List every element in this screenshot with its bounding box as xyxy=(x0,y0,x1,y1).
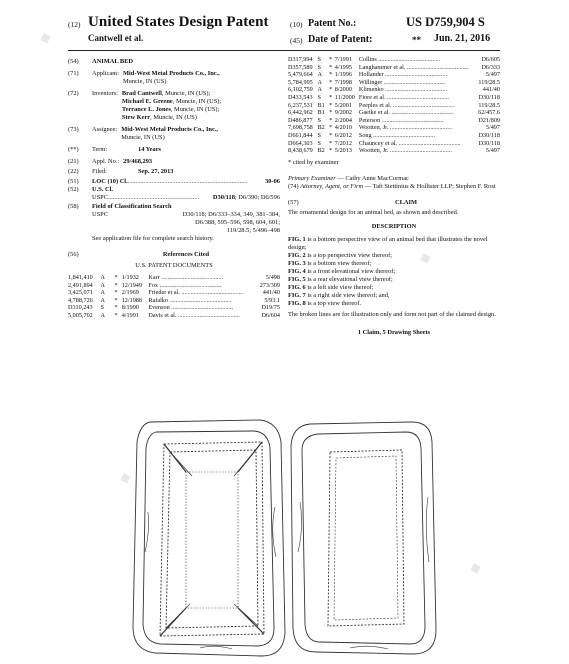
figure-number: FIG. 6 xyxy=(288,283,306,291)
field-code: (56) xyxy=(68,251,79,258)
right-column xyxy=(288,56,500,342)
uspc-label: USPC xyxy=(92,211,108,218)
figure-description xyxy=(288,260,500,268)
ref-number: 6,237,531 xyxy=(288,101,313,109)
ref-class: D30/118 xyxy=(478,131,500,139)
figure-description xyxy=(288,268,500,276)
ref-cited-star: * xyxy=(329,139,333,147)
ref-cited-star: * xyxy=(114,311,118,319)
search-line: D6/388, 595–596, 598, 604, 601; xyxy=(195,219,280,226)
ref-date: 5/2001 xyxy=(334,101,352,109)
reference-row xyxy=(288,79,500,87)
ref-class: 5/497 xyxy=(485,147,500,155)
ref-name: Hollander ........................................ xyxy=(358,71,448,79)
ref-date: 4/1995 xyxy=(334,63,352,71)
ref-date: 4/2010 xyxy=(334,124,352,132)
attorney-name: — Taft Stettinius & Hollister LLP; Stephen F. Rost xyxy=(363,182,496,190)
applicant-label: Applicant: xyxy=(92,70,119,77)
references-table-left xyxy=(68,274,280,320)
dot-leader: ......................................................... xyxy=(108,194,200,201)
uspc-label: USPC xyxy=(92,194,108,201)
header-rule xyxy=(68,50,500,51)
ref-name: Collins ........................................ xyxy=(358,56,441,63)
patent-number: US D759,904 S xyxy=(406,15,485,29)
inventor-location: , Muncie, IN (US); xyxy=(172,98,222,105)
ref-cited-star: * xyxy=(329,147,333,155)
reference-row xyxy=(288,56,500,64)
search-line: 119/28.5; 5/496–498 xyxy=(226,227,280,234)
figure-number: FIG. 8 xyxy=(288,299,306,307)
inventor-location: , Muncie, IN (US) xyxy=(150,114,197,121)
ref-kind: B2 xyxy=(317,147,325,155)
search-line: D30/118; D6/333–334, 349, 381–384, xyxy=(182,211,280,218)
watermark-icon: ◆ xyxy=(37,28,53,48)
figure-description xyxy=(288,252,500,260)
patent-drawings xyxy=(0,412,569,664)
bed-drawing-bottom xyxy=(133,420,285,656)
watermark-icon: ◆ xyxy=(117,468,133,488)
ref-date: 12/1988 xyxy=(121,296,142,304)
ref-number: 7,698,758 xyxy=(288,124,313,132)
figure-text: is a top perspective view thereof; xyxy=(305,251,393,259)
ref-date: 7/1998 xyxy=(334,78,352,86)
broken-lines-note: The broken lines are for illustration only and form not part of the claimed design. xyxy=(288,310,496,318)
claims-summary: 1 Claim, 5 Drawing Sheets xyxy=(357,328,431,336)
ref-name: Davis et al. ........................................ xyxy=(148,311,240,319)
ref-cited-star: * xyxy=(329,93,333,101)
ref-class: D21/809 xyxy=(478,116,500,124)
ref-kind: S xyxy=(100,304,104,312)
ref-name: Frieder et al. ........................................ xyxy=(148,289,244,297)
claim-heading xyxy=(288,199,500,207)
figure-description xyxy=(288,300,500,308)
field-code: (58) xyxy=(68,203,79,210)
ref-date: 11/2000 xyxy=(334,93,355,101)
ref-number: D661,844 xyxy=(288,131,313,139)
field-code: (72) xyxy=(68,90,79,97)
reference-row xyxy=(68,282,280,290)
term-stars: ** xyxy=(412,35,421,45)
ref-date: 8/2000 xyxy=(334,86,352,94)
inventor-name: Stew Kerr xyxy=(121,114,151,121)
ref-kind: A xyxy=(100,311,105,319)
inventors-short: Cantwell et al. xyxy=(88,33,144,43)
reference-row xyxy=(288,140,500,148)
ref-name: Klimenko ........................................ xyxy=(358,86,448,94)
search-classes xyxy=(68,211,280,243)
ref-cited-star: * xyxy=(329,124,333,132)
ref-date: 2/1969 xyxy=(121,289,139,297)
ref-name: Fox ........................................ xyxy=(148,281,222,289)
bed-drawing-top xyxy=(291,422,436,654)
ref-name: Chauncey et al. ........................................ xyxy=(358,139,461,147)
applicant-name: Mid-West Metal Products Co., Inc., xyxy=(122,70,220,77)
description-title: DESCRIPTION xyxy=(371,222,417,230)
ref-name: Fiore et al. ........................................ xyxy=(358,93,449,101)
ref-number: D433,543 xyxy=(288,93,313,101)
field-code: (74) xyxy=(288,182,299,190)
field-code: (52) xyxy=(68,186,79,193)
ref-cited-star: * xyxy=(329,86,333,94)
reference-row xyxy=(288,71,500,79)
appl-label: Appl. No.: xyxy=(92,158,120,165)
ref-kind: A xyxy=(317,71,322,79)
ref-name: Peeples et al. ........................................ xyxy=(358,101,455,109)
ref-number: 1,841,410 xyxy=(68,274,93,281)
filed-field xyxy=(68,168,280,176)
inventors-label: Inventors: xyxy=(92,90,118,97)
dot-leader: ........................................................................... xyxy=(127,178,248,185)
ref-kind: A xyxy=(100,296,105,304)
patent-date: Jun. 21, 2016 xyxy=(434,33,491,44)
filed-date: Sep. 27, 2013 xyxy=(138,168,174,175)
reference-row xyxy=(288,117,500,125)
ref-cited-star: * xyxy=(329,101,333,109)
ref-number: 5,479,664 xyxy=(288,71,313,79)
ref-cited-star: * xyxy=(114,281,118,289)
ref-class: D30/118 xyxy=(478,93,500,101)
reference-row xyxy=(288,64,500,72)
ref-class: 5/497 xyxy=(485,71,500,79)
ref-number: 6,442,962 xyxy=(288,109,313,117)
ref-name: Willinger ........................................ xyxy=(358,78,446,86)
ref-class: 273/309 xyxy=(259,281,280,289)
field-code: (57) xyxy=(288,198,299,206)
ref-date: 2/2004 xyxy=(334,116,352,124)
ref-name: Song ........................................ xyxy=(358,131,436,139)
figure-text: is a bottom perspective view of an animal bed that illustrates the novel design; xyxy=(288,235,488,251)
claim-text: The ornamental design for an animal bed, as shown and described. xyxy=(288,208,459,216)
ref-date: 8/1990 xyxy=(121,304,139,312)
examiner-line xyxy=(288,175,500,183)
ref-class: D6/333 xyxy=(481,63,500,71)
ref-number: 5,784,995 xyxy=(288,78,313,86)
ref-kind: A xyxy=(317,86,322,94)
uscl-secondary: ; D6/390; D6/596 xyxy=(234,194,280,201)
ref-date: 4/1991 xyxy=(121,311,139,319)
ref-kind: S xyxy=(317,93,321,101)
term-label: Term: xyxy=(92,146,108,153)
inventors-field xyxy=(68,90,280,122)
ref-name: Evenson ........................................ xyxy=(148,304,234,312)
appl-field xyxy=(68,158,280,166)
ref-cited-star: * xyxy=(329,116,333,124)
figure-description xyxy=(288,236,500,252)
reference-row xyxy=(288,102,500,110)
inventor-name: Michael E. Greene xyxy=(121,98,173,105)
reference-row xyxy=(288,109,500,117)
header-code-12: (12) xyxy=(68,20,81,29)
loc-field xyxy=(68,178,280,186)
ref-name: Wootten, Jr. ........................................ xyxy=(358,147,452,155)
reference-row xyxy=(288,94,500,102)
ref-class: 62/457.6 xyxy=(478,109,500,117)
inventor-location: , Muncie, IN (US); xyxy=(161,90,211,97)
ref-kind: S xyxy=(317,116,321,124)
references-table-right xyxy=(288,56,500,155)
attorney-line xyxy=(288,183,500,191)
loc-label: LOC (10) Cl. xyxy=(92,178,128,185)
ref-class: 5/498 xyxy=(265,274,280,281)
attorney-label: Attorney, Agent, or Firm xyxy=(300,182,364,190)
ref-date: 1/1996 xyxy=(334,71,352,79)
ref-number: 8,438,679 xyxy=(288,147,313,155)
ref-class: D6/604 xyxy=(261,311,280,319)
search-field xyxy=(68,203,280,211)
ref-date: 9/2002 xyxy=(334,109,352,117)
ref-class: D30/118 xyxy=(478,139,500,147)
uscl-primary: D30/118 xyxy=(212,194,235,201)
patent-header xyxy=(0,0,569,50)
assignee-city: Muncie, IN (US) xyxy=(121,134,165,141)
header-code-10: (10) xyxy=(290,20,303,29)
assignee-field xyxy=(68,126,280,142)
ref-date: 7/1991 xyxy=(334,56,352,63)
watermark-icon: ◆ xyxy=(417,248,433,268)
ref-kind: S xyxy=(317,56,321,63)
ref-cited-star: * xyxy=(329,56,333,63)
ref-cited-star: * xyxy=(329,78,333,86)
reference-row xyxy=(288,124,500,132)
field-code: (54) xyxy=(68,58,79,65)
inventor-name: Terrance L. Jones xyxy=(121,106,171,113)
design-title: ANIMAL BED xyxy=(92,58,134,65)
ref-number: D357,589 xyxy=(288,63,313,71)
reference-row xyxy=(68,297,280,305)
figure-text: is a top view thereof. xyxy=(305,299,362,307)
ref-class: 5/497 xyxy=(485,124,500,132)
ref-cited-star: * xyxy=(114,274,118,281)
ref-name: Karr ........................................ xyxy=(148,274,224,281)
ref-kind: S xyxy=(317,131,321,139)
ref-number: D486,877 xyxy=(288,116,313,124)
ref-number: D310,243 xyxy=(68,304,93,312)
uscl-label: U.S. Cl. xyxy=(92,186,113,193)
ref-class: 119/28.5 xyxy=(478,101,500,109)
ref-name: Rafalko ........................................ xyxy=(148,296,232,304)
ref-class: D6/605 xyxy=(481,56,500,63)
field-code: (51) xyxy=(68,178,79,185)
ref-number: 3,425,071 xyxy=(68,289,93,297)
ref-cited-star: * xyxy=(329,71,333,79)
term-value: 14 Years xyxy=(138,146,162,153)
applicant-field xyxy=(68,70,280,86)
figure-text: is a rear elevational view thereof; xyxy=(305,275,393,283)
ref-cited-star: * xyxy=(329,63,333,71)
figure-text: is a bottom view thereof; xyxy=(305,259,372,267)
examiner-label: Primary Examiner xyxy=(288,174,336,182)
figure-text: is a right side view thereof; and, xyxy=(305,291,390,299)
ref-kind: A xyxy=(100,281,105,289)
ref-number: 5,005,702 xyxy=(68,311,93,319)
ref-name: Langhammer et al. ........................................ xyxy=(358,63,469,71)
ref-number: 2,491,894 xyxy=(68,281,93,289)
figure-text: is a left side view thereof; xyxy=(305,283,374,291)
ref-number: 6,102,759 xyxy=(288,86,313,94)
refs-subtitle: U.S. PATENT DOCUMENTS xyxy=(135,262,213,269)
ref-name: Wootten, Jr. ........................................ xyxy=(358,124,452,132)
ref-date: 7/2012 xyxy=(334,139,352,147)
refs-title: References Cited xyxy=(162,251,210,258)
field-code: (73) xyxy=(68,126,79,133)
examiner-name: — Cathy Anne MacCormac xyxy=(335,174,409,182)
ref-class: D19/75 xyxy=(261,304,280,312)
ref-number: D664,303 xyxy=(288,139,313,147)
field-code: (71) xyxy=(68,70,79,77)
figure-text: is a front elevational view thereof; xyxy=(305,267,396,275)
ref-kind: A xyxy=(317,78,322,86)
left-column xyxy=(68,58,280,320)
ref-kind: S xyxy=(317,139,321,147)
patent-type-title: United States Design Patent xyxy=(88,14,269,30)
figure-number: FIG. 3 xyxy=(288,259,306,267)
reference-row xyxy=(288,86,500,94)
field-code: (21) xyxy=(68,158,79,165)
ref-cited-star: * xyxy=(329,131,333,139)
date-label: Date of Patent: xyxy=(308,34,373,45)
figure-number: FIG. 5 xyxy=(288,275,306,283)
applicant-city: Muncie, IN (US) xyxy=(122,78,167,85)
ref-kind: S xyxy=(317,63,321,71)
watermark-icon: ◆ xyxy=(467,558,483,578)
cited-note: * cited by examiner xyxy=(288,158,339,166)
figure-description xyxy=(288,276,500,284)
ref-date: 5/2013 xyxy=(334,147,352,155)
reference-row xyxy=(68,289,280,297)
reference-row xyxy=(68,312,280,320)
ref-class: 5/93.1 xyxy=(264,296,280,304)
ref-name: Gaetke et al. ........................................ xyxy=(358,109,454,117)
ref-class: 441/40 xyxy=(482,86,500,94)
claim-title: CLAIM xyxy=(394,198,417,206)
uscl-field xyxy=(68,186,280,194)
reference-row xyxy=(68,274,280,282)
ref-kind: B1 xyxy=(317,101,325,109)
ref-cited-star: * xyxy=(329,109,333,117)
ref-number: D317,994 xyxy=(288,56,313,63)
figure-number: FIG. 1 xyxy=(288,235,306,243)
figure-description xyxy=(288,284,500,292)
ref-date: 12/1949 xyxy=(121,281,142,289)
search-label: Field of Classification Search xyxy=(92,203,172,210)
ref-cited-star: * xyxy=(114,289,118,297)
ref-date: 1/1932 xyxy=(121,274,139,281)
ref-cited-star: * xyxy=(114,296,118,304)
loc-value: 30-06 xyxy=(265,178,280,185)
figure-description xyxy=(288,292,500,300)
reference-row xyxy=(68,304,280,312)
filed-label: Filed: xyxy=(92,168,107,175)
term-field xyxy=(68,146,280,154)
ref-class: 441/40 xyxy=(262,289,280,297)
field-code: (**) xyxy=(68,146,79,153)
search-note: See application file for complete search history. xyxy=(92,235,214,242)
title-field xyxy=(68,58,280,66)
inventor-location: , Muncie, IN (US); xyxy=(170,106,220,113)
figure-number: FIG. 2 xyxy=(288,251,306,259)
field-code: (22) xyxy=(68,168,79,175)
figure-number: FIG. 4 xyxy=(288,267,306,275)
reference-row xyxy=(288,132,500,140)
reference-row xyxy=(288,147,500,155)
figure-number: FIG. 7 xyxy=(288,291,306,299)
ref-cited-star: * xyxy=(114,304,118,312)
ref-kind: B2 xyxy=(317,124,325,132)
appl-number: 29/468,293 xyxy=(123,158,153,165)
ref-class: 119/28.5 xyxy=(478,78,500,86)
assignee-name: Mid-West Metal Products Co., Inc., xyxy=(121,126,219,133)
ref-kind: A xyxy=(100,289,105,297)
header-code-45: (45) xyxy=(290,36,303,45)
ref-kind: A xyxy=(100,274,105,281)
ref-kind: B1 xyxy=(317,109,325,117)
patent-number-label: Patent No.: xyxy=(308,18,357,29)
ref-name: Peterson ........................................ xyxy=(358,116,444,124)
assignee-label: Assignee: xyxy=(92,126,118,133)
ref-date: 6/2012 xyxy=(334,131,352,139)
inventor-name: Brad Cantwell xyxy=(121,90,162,97)
figure-list xyxy=(288,236,500,308)
uspc-row xyxy=(68,194,280,202)
refs-header xyxy=(68,251,280,259)
ref-number: 4,788,726 xyxy=(68,296,93,304)
